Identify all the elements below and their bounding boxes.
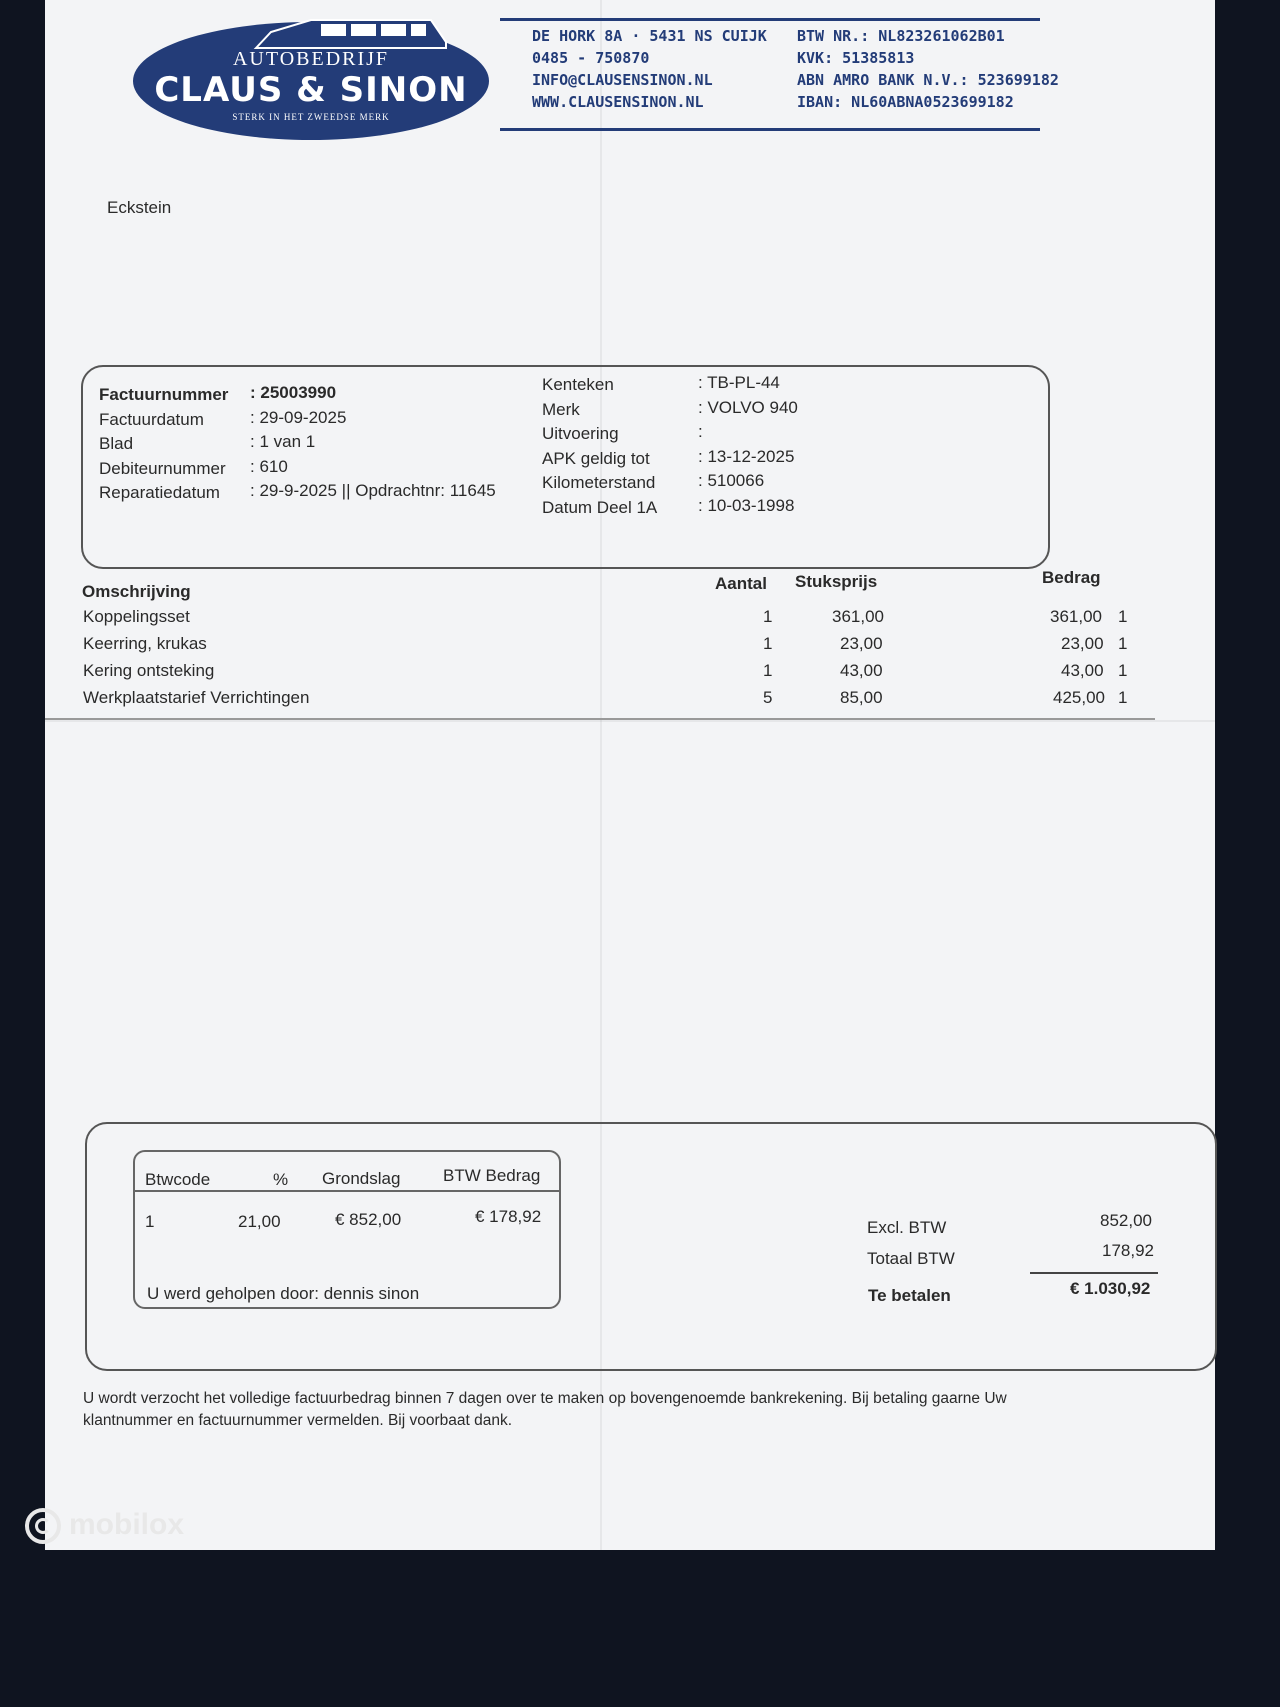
watermark-text: mobilox [69, 1508, 185, 1541]
total-btw-value: 178,92 [1102, 1241, 1154, 1260]
item-qty: 1 [763, 661, 773, 680]
logo-company-name: CLAUS & SINON [154, 70, 468, 110]
invoice-label: Debiteurnummer [99, 458, 226, 478]
item-amount: 43,00 [1061, 661, 1104, 680]
customer-name: Eckstein [107, 198, 172, 217]
item-description: Keerring, krukas [83, 634, 207, 653]
company-contact [532, 25, 767, 113]
company-btw: BTW NR.: NL823261062B01 [797, 27, 1005, 45]
company-logo [133, 22, 489, 140]
vehicle-labels [542, 373, 657, 520]
item-amount: 425,00 [1053, 688, 1105, 707]
invoice-label: Factuurnummer [99, 385, 229, 404]
items-header-amount: Bedrag [1042, 568, 1101, 587]
total-btw-label: Totaal BTW [867, 1249, 955, 1268]
item-unit-price: 43,00 [840, 661, 883, 680]
vat-header-amount: BTW Bedrag [443, 1166, 541, 1185]
item-code: 1 [1118, 607, 1128, 626]
vehicle-value: : 510066 [698, 471, 765, 490]
vehicle-values [698, 371, 798, 518]
vat-header-percent: % [273, 1170, 289, 1189]
company-phone: 0485 - 750870 [532, 49, 650, 67]
vehicle-label: Uitvoering [542, 424, 619, 443]
vat-row-amount: € 178,92 [475, 1207, 542, 1226]
header-rule-top [500, 18, 1040, 21]
paper-fold-horizontal [45, 720, 1215, 722]
vehicle-label: Datum Deel 1A [542, 497, 658, 517]
company-kvk: KVK: 51385813 [797, 49, 915, 67]
invoice-paper [45, 0, 1215, 1550]
vehicle-value: : [698, 422, 703, 441]
totals-rule [1030, 1272, 1158, 1274]
item-qty: 5 [763, 688, 773, 707]
items-divider [45, 718, 1155, 720]
invoice-value: : 610 [250, 456, 288, 476]
vehicle-value: : 13-12-2025 [698, 446, 795, 466]
excl-btw-label: Excl. BTW [867, 1218, 947, 1237]
vehicle-label: Merk [542, 399, 580, 419]
header-rule-bottom [500, 128, 1040, 131]
invoice-value: : 29-09-2025 [250, 407, 347, 427]
item-code: 1 [1118, 661, 1128, 680]
item-unit-price: 85,00 [840, 688, 883, 707]
pay-value: € 1.030,92 [1070, 1279, 1151, 1298]
invoice-values [250, 381, 496, 504]
item-description: Kering ontsteking [83, 661, 215, 680]
items-header-qty: Aantal [715, 574, 767, 593]
invoice-value: : 25003990 [250, 383, 337, 402]
item-code: 1 [1118, 688, 1128, 707]
item-qty: 1 [763, 607, 773, 626]
invoice-label: Blad [99, 434, 134, 453]
watermark [25, 1508, 184, 1544]
vat-row-base: € 852,00 [335, 1210, 402, 1229]
item-unit-price: 23,00 [840, 634, 883, 653]
excl-btw-value: 852,00 [1100, 1211, 1152, 1230]
list-item [45, 634, 1215, 659]
item-code: 1 [1118, 634, 1128, 653]
vat-row-code: 1 [145, 1212, 155, 1231]
company-bank: ABN AMRO BANK N.V.: 523699182 [797, 71, 1059, 89]
items-header-description: Omschrijving [82, 582, 191, 601]
item-amount: 23,00 [1061, 634, 1104, 653]
pay-label: Te betalen [868, 1286, 951, 1305]
logo-top-text: AUTOBEDRIJF [232, 48, 390, 70]
item-description: Koppelingsset [83, 607, 190, 626]
vehicle-value: : VOLVO 940 [698, 397, 798, 417]
invoice-label: Reparatiedatum [99, 483, 220, 502]
item-qty: 1 [763, 634, 773, 653]
vehicle-label: APK geldig tot [542, 448, 650, 468]
company-website: WWW.CLAUSENSINON.NL [532, 93, 704, 111]
vat-table [133, 1150, 561, 1309]
invoice-labels [99, 383, 228, 506]
item-description: Werkplaatstarief Verrichtingen [83, 688, 310, 707]
mobilox-logo-icon [25, 1508, 61, 1544]
invoice-value: : 29-9-2025 || Opdrachtnr: 11645 [250, 481, 496, 500]
helped-by-text: U werd geholpen door: dennis sinon [147, 1284, 420, 1303]
company-iban: IBAN: NL60ABNA0523699182 [797, 93, 1014, 111]
list-item [45, 661, 1215, 686]
list-item [45, 688, 1215, 713]
invoice-label: Factuurdatum [99, 409, 204, 429]
logo-tagline: STERK IN HET ZWEEDSE MERK [232, 112, 390, 122]
vehicle-label: Kenteken [542, 375, 614, 394]
company-registration [797, 25, 1059, 113]
vehicle-label: Kilometerstand [542, 473, 656, 492]
vat-header-base: Grondslag [322, 1169, 401, 1188]
payment-instructions: U wordt verzocht het volledige factuurbedrag binnen 7 dagen over te maken op bovengenoemde bankrekening. Bij betaling gaarne Uw klantnummer en factuurnummer vermelden. Bij voorbaat dank. [83, 1390, 1007, 1429]
item-unit-price: 361,00 [832, 607, 884, 626]
vat-header-code: Btwcode [145, 1170, 211, 1189]
invoice-value: : 1 van 1 [250, 432, 316, 451]
vehicle-value: : 10-03-1998 [698, 495, 795, 515]
list-item [45, 607, 1215, 632]
items-header-unit-price: Stuksprijs [795, 572, 878, 591]
company-email: INFO@CLAUSENSINON.NL [532, 71, 713, 89]
company-address: DE HORK 8A · 5431 NS CUIJK [532, 27, 767, 45]
vehicle-value: : TB-PL-44 [698, 373, 780, 392]
vat-row-percent: 21,00 [238, 1212, 281, 1231]
item-amount: 361,00 [1050, 607, 1102, 626]
car-icon [251, 12, 451, 52]
